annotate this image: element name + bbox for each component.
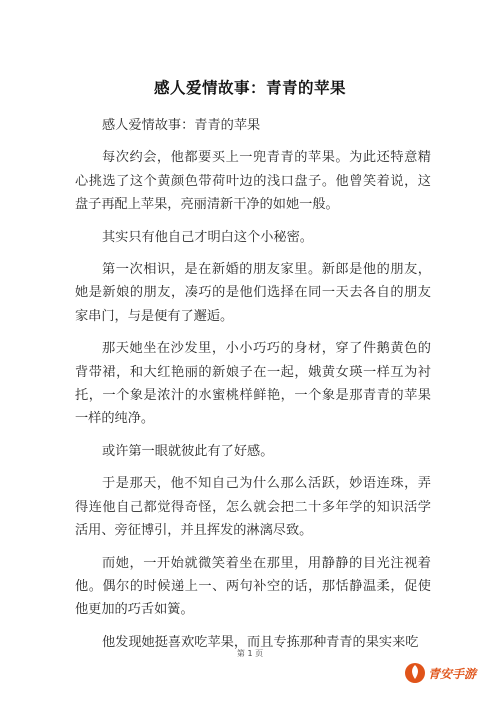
- page-number: 第 1 页: [236, 649, 264, 658]
- site-watermark-logo: [404, 660, 486, 686]
- paragraph: 其实只有他自己才明白这个小秘密。: [102, 229, 313, 245]
- paragraph: 第一次相识，是在新婚的朋友家里。新郎是他的朋友，她是新娘的朋友，凑巧的是他们选择在同一天去各自的朋友家串门，与是便有了邂逅。: [75, 262, 431, 324]
- watermark-text: 青安手游: [428, 667, 477, 681]
- paragraph: 感人爱情故事：青青的苹果: [102, 118, 261, 133]
- paragraph: 那天她坐在沙发里，小小巧巧的身材，穿了件鹅黄色的背带裙，和大红艳丽的新娘子在一起，娥黄女瑛一样互为衬托，一个象是浓汁的水蜜桃样鲜艳，一个象是那青青的苹果一样的纯净。: [75, 341, 431, 427]
- paragraph: 而她，一开始就微笑着坐在那里，用静静的目光注视着他。偶尔的时候递上一、两句补空的话，那恬静温柔，促使他更加的巧舌如簧。: [75, 555, 431, 618]
- document-title: 感人爱情故事：青青的苹果: [153, 79, 346, 97]
- orange-flame-logo-icon: [404, 660, 486, 686]
- document-body: [75, 114, 431, 663]
- paragraph: 于是那天，他不知自己为什么那么活跃，妙语连珠，弄得连他自己都觉得奇怪，怎么就会把二十多年学的知识活学活用、旁征博引，并且挥发的淋漓尽致。: [75, 476, 431, 539]
- paragraph: 他发现她挺喜欢吃苹果，而且专拣那种青青的果实来吃: [102, 634, 419, 650]
- paragraph: 每次约会，他都要买上一兜青青的苹果。为此还特意精心挑选了这个黄颜色带荷叶边的浅口盘子。他曾笑着说，这盘子再配上苹果，亮丽清新干净的如她一般。: [75, 150, 431, 213]
- paragraph: 或许第一眼就彼此有了好感。: [102, 443, 274, 459]
